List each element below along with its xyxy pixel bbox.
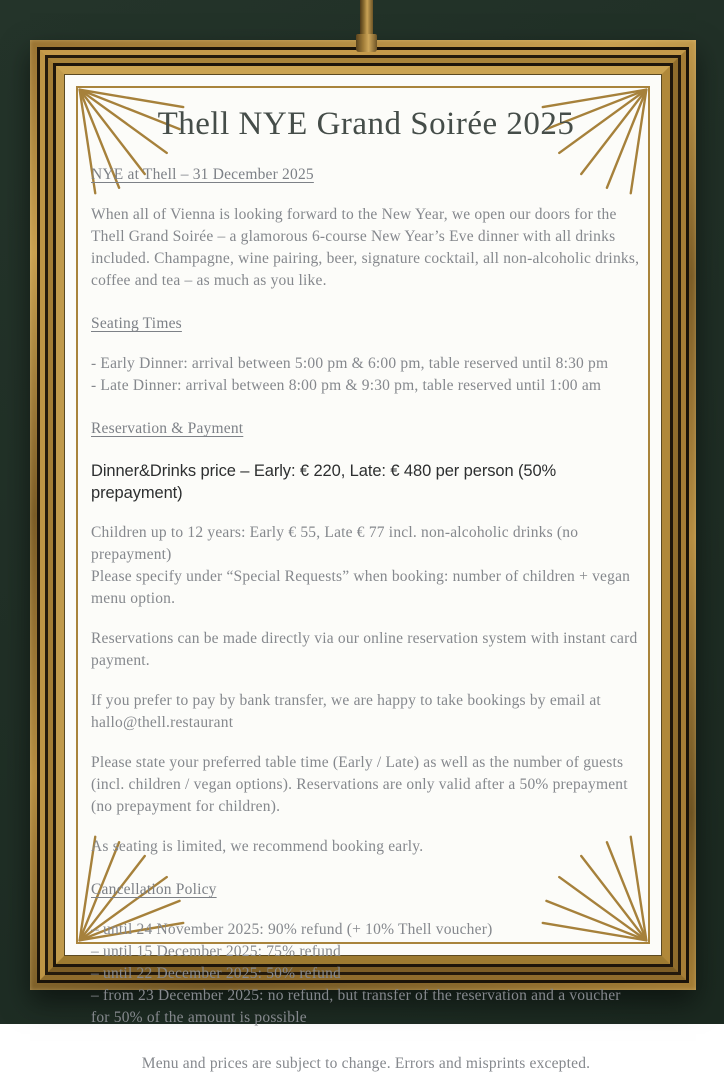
frame-ring [37, 47, 689, 1072]
special-requests-line: Please specify under “Special Requests” when booking: number of children + vegan menu option. [91, 568, 631, 607]
seating-item-early: - Early Dinner: arrival between 5:00 pm & 6:00 pm, table reserved until 8:30 pm [91, 355, 609, 372]
seating-limited-line: As seating is limited, we recommend booking early. [91, 838, 424, 855]
hanging-rod [352, 0, 380, 52]
intro-paragraph: When all of Vienna is looking forward to the New Year, we open our doors for the Thell Grand Soirée – a glamorous 6-course New Year’s Eve dinner with all drinks included. Champagne, wine pairing, beer, signature cocktail, all non-alcoholic drinks, coffee and tea – as much as you like. [91, 206, 640, 289]
frame-ring [40, 50, 686, 1072]
section-heading-reservation-payment: Reservation & Payment [91, 420, 244, 437]
bank-transfer-paragraph: If you prefer to pay by bank transfer, we are happy to take bookings by email at hallo@thell.restaurant [91, 692, 601, 731]
frame-ring [45, 55, 681, 1072]
section-heading-seating-times: Seating Times [91, 315, 182, 332]
cancellation-item-4: – from 23 December 2025: no refund, but transfer of the reservation and a voucher for 50% of the amount is possible [91, 987, 621, 1026]
cancellation-item-3: – until 22 December 2025: 50% refund [91, 965, 341, 982]
frame-ring [48, 58, 678, 1072]
cancellation-policy-list [91, 919, 641, 1029]
cancellation-item-1: – until 24 November 2025: 90% refund (+ 10% Thell voucher) [91, 921, 493, 938]
section-heading-nye: NYE at Thell – 31 December 2025 [91, 166, 314, 183]
children-paragraph [91, 522, 641, 610]
reservations-paragraph: Reservations can be made directly via our online reservation system with instant card payment. [91, 630, 638, 669]
frame-ring [53, 63, 673, 1072]
preferred-table-paragraph: Please state your preferred table time (Early / Late) as well as the number of guests (incl. children / vegan options). Reservations are only valid after a 50% prepayment (no prepayment for children). [91, 754, 628, 815]
seating-item-late: - Late Dinner: arrival between 8:00 pm & 9:30 pm, table reserved until 1:00 am [91, 377, 602, 394]
cancellation-item-2: – until 15 December 2025: 75% refund [91, 943, 341, 960]
poster-content [91, 75, 641, 1075]
hanging-rod-collar [356, 34, 377, 52]
poster-paper [64, 74, 662, 1072]
picture-frame [30, 40, 696, 1072]
seating-times-list [91, 353, 641, 397]
frame-ring [56, 66, 670, 1072]
section-heading-cancellation-policy: Cancellation Policy [91, 881, 217, 898]
children-price-line: Children up to 12 years: Early € 55, Late € 77 incl. non-alcoholic drinks (no prepayment) [91, 524, 579, 563]
dinner-drinks-price-line: Dinner&Drinks price – Early: € 220, Late: € 480 per person (50% prepayment) [91, 462, 557, 502]
poster-title: Thell NYE Grand Soirée 2025 [157, 106, 575, 142]
hanging-rod-bar [360, 0, 373, 36]
footer-disclaimer: Menu and prices are subject to change. Errors and misprints excepted. [141, 1055, 591, 1072]
